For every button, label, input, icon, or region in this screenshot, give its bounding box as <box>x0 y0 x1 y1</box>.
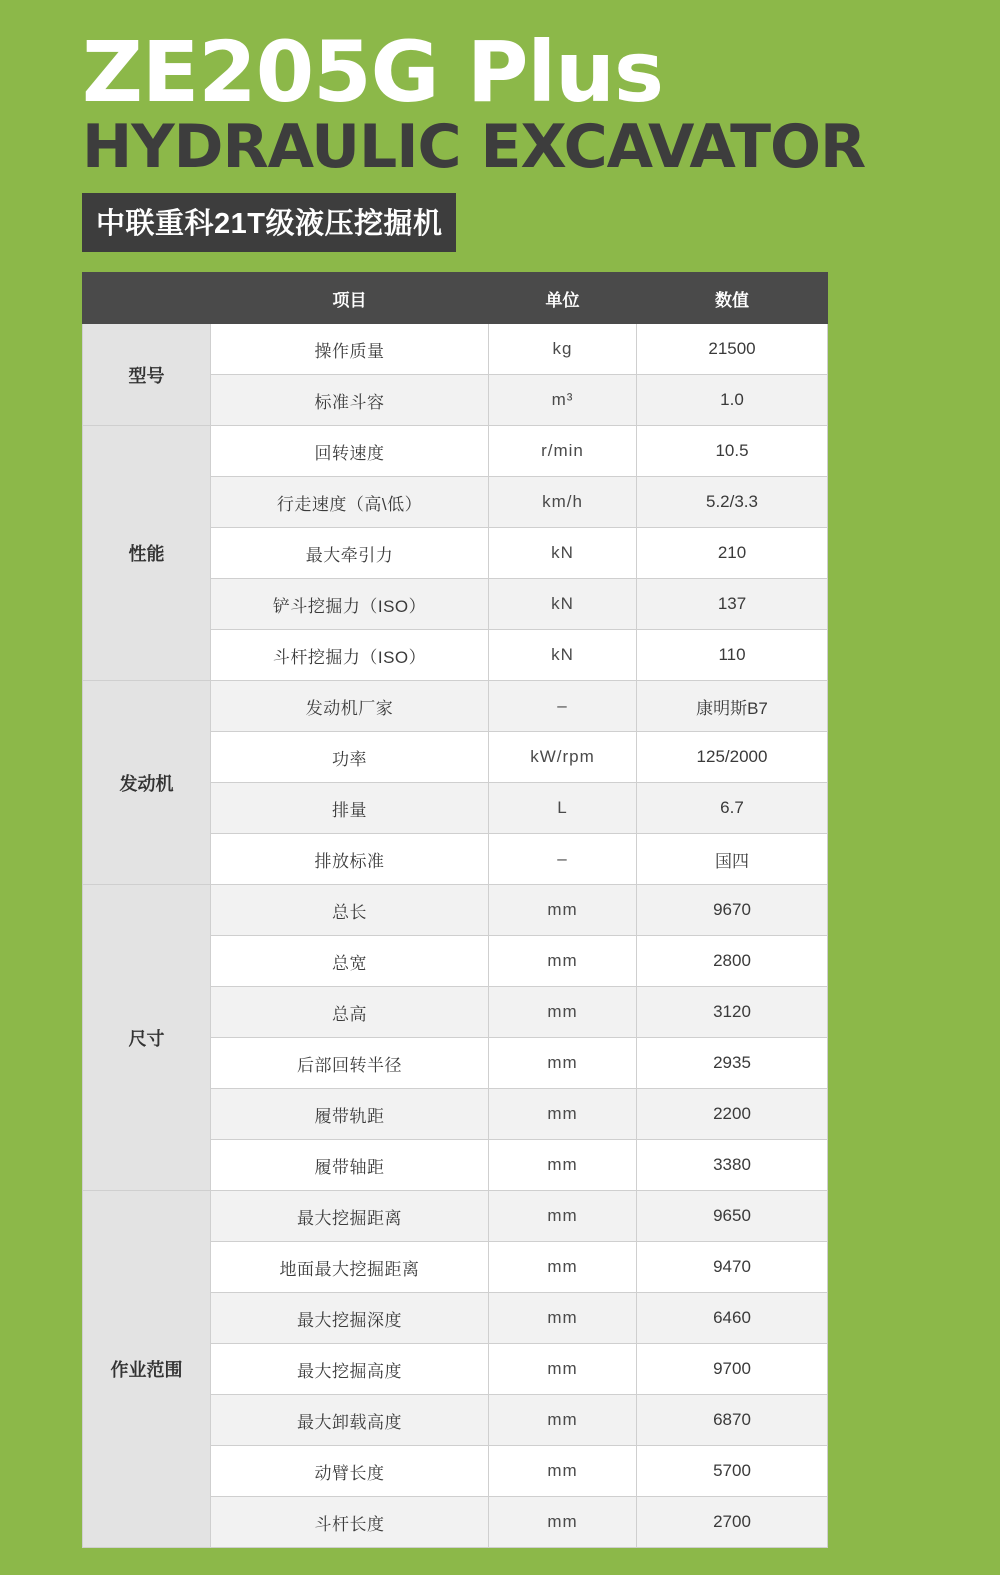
row-group-label: 尺寸 <box>83 885 211 1191</box>
specifications-table <box>82 272 828 1548</box>
table-row <box>83 681 828 732</box>
column-header-item: 项目 <box>211 273 489 324</box>
cell-value: 5.2/3.3 <box>637 477 828 528</box>
column-header-group <box>83 273 211 324</box>
cell-unit: mm <box>489 1344 637 1395</box>
cell-value: 5700 <box>637 1446 828 1497</box>
cell-item: 最大挖掘距离 <box>211 1191 489 1242</box>
cell-unit: mm <box>489 1191 637 1242</box>
cell-item: 功率 <box>211 732 489 783</box>
cell-unit: kN <box>489 630 637 681</box>
table-header-row <box>83 273 828 324</box>
cell-value: 10.5 <box>637 426 828 477</box>
cell-item: 最大卸载高度 <box>211 1395 489 1446</box>
cell-value: 6460 <box>637 1293 828 1344</box>
table-row <box>83 1191 828 1242</box>
cell-item: 最大挖掘深度 <box>211 1293 489 1344</box>
cell-unit: mm <box>489 1446 637 1497</box>
cell-unit: mm <box>489 885 637 936</box>
table-row <box>83 426 828 477</box>
cell-unit: – <box>489 681 637 732</box>
cell-item: 斗杆长度 <box>211 1497 489 1548</box>
cell-value: 210 <box>637 528 828 579</box>
cell-item: 标准斗容 <box>211 375 489 426</box>
cell-value: 9650 <box>637 1191 828 1242</box>
cell-unit: mm <box>489 936 637 987</box>
row-group-label: 型号 <box>83 324 211 426</box>
cell-unit: L <box>489 783 637 834</box>
cell-item: 铲斗挖掘力（ISO） <box>211 579 489 630</box>
cell-item: 履带轨距 <box>211 1089 489 1140</box>
cell-unit: mm <box>489 1293 637 1344</box>
cell-unit: r/min <box>489 426 637 477</box>
cell-item: 地面最大挖掘距离 <box>211 1242 489 1293</box>
cell-item: 总高 <box>211 987 489 1038</box>
cell-unit: – <box>489 834 637 885</box>
cell-item: 最大挖掘高度 <box>211 1344 489 1395</box>
cell-unit: kg <box>489 324 637 375</box>
status-badge: 中联重科21T级液压挖掘机 <box>82 193 456 252</box>
cell-unit: mm <box>489 1140 637 1191</box>
cell-value: 125/2000 <box>637 732 828 783</box>
row-group-label: 性能 <box>83 426 211 681</box>
cell-value: 2935 <box>637 1038 828 1089</box>
cell-unit: mm <box>489 1395 637 1446</box>
cell-unit: kN <box>489 579 637 630</box>
table-header <box>83 273 828 324</box>
cell-value: 国四 <box>637 834 828 885</box>
column-header-value: 数值 <box>637 273 828 324</box>
cell-item: 总宽 <box>211 936 489 987</box>
cell-item: 操作质量 <box>211 324 489 375</box>
table-row <box>83 324 828 375</box>
cell-value: 2800 <box>637 936 828 987</box>
cell-value: 1.0 <box>637 375 828 426</box>
page-header <box>82 0 918 252</box>
cell-item: 总长 <box>211 885 489 936</box>
row-group-label: 作业范围 <box>83 1191 211 1548</box>
cell-item: 发动机厂家 <box>211 681 489 732</box>
badge-container <box>82 193 918 252</box>
cell-value: 9670 <box>637 885 828 936</box>
cell-unit: mm <box>489 1089 637 1140</box>
cell-item: 回转速度 <box>211 426 489 477</box>
cell-value: 3120 <box>637 987 828 1038</box>
cell-value: 6870 <box>637 1395 828 1446</box>
cell-unit: mm <box>489 1038 637 1089</box>
cell-value: 6.7 <box>637 783 828 834</box>
cell-unit: m³ <box>489 375 637 426</box>
cell-item: 斗杆挖掘力（ISO） <box>211 630 489 681</box>
column-header-unit: 单位 <box>489 273 637 324</box>
cell-unit: mm <box>489 1497 637 1548</box>
cell-value: 3380 <box>637 1140 828 1191</box>
cell-item: 动臂长度 <box>211 1446 489 1497</box>
cell-value: 110 <box>637 630 828 681</box>
cell-value: 2700 <box>637 1497 828 1548</box>
cell-value: 2200 <box>637 1089 828 1140</box>
cell-item: 行走速度（高\低） <box>211 477 489 528</box>
cell-value: 21500 <box>637 324 828 375</box>
cell-value: 9700 <box>637 1344 828 1395</box>
cell-value: 137 <box>637 579 828 630</box>
cell-item: 排量 <box>211 783 489 834</box>
cell-value: 康明斯B7 <box>637 681 828 732</box>
cell-unit: mm <box>489 987 637 1038</box>
cell-item: 后部回转半径 <box>211 1038 489 1089</box>
cell-item: 排放标准 <box>211 834 489 885</box>
cell-unit: mm <box>489 1242 637 1293</box>
table-body <box>83 324 828 1548</box>
cell-item: 最大牵引力 <box>211 528 489 579</box>
cell-unit: km/h <box>489 477 637 528</box>
page-subtitle: HYDRAULIC EXCAVATOR <box>82 112 866 183</box>
cell-unit: kN <box>489 528 637 579</box>
row-group-label: 发动机 <box>83 681 211 885</box>
cell-value: 9470 <box>637 1242 828 1293</box>
cell-unit: kW/rpm <box>489 732 637 783</box>
table-row <box>83 885 828 936</box>
page-title: ZE205G Plus <box>82 23 663 121</box>
cell-item: 履带轴距 <box>211 1140 489 1191</box>
